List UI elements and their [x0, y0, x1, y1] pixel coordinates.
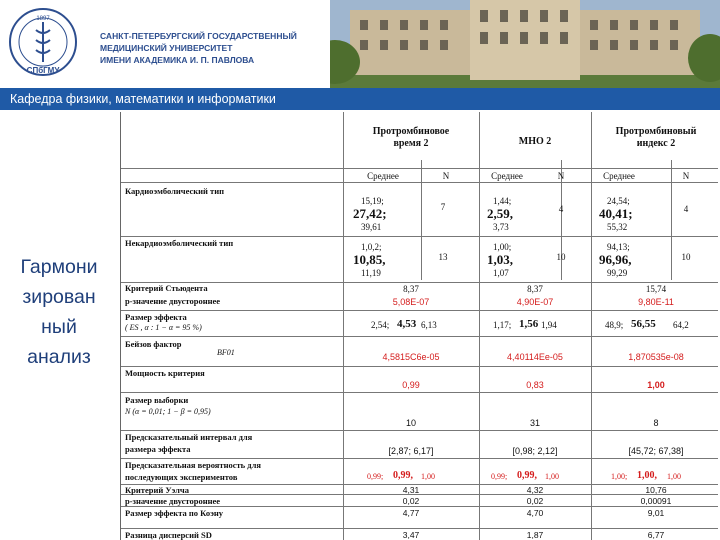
cohen-g1: 4,77 [402, 508, 420, 518]
row-label-predint: Предсказательный интервал для [125, 432, 253, 442]
power-g1: 0,99 [402, 380, 420, 390]
predprob-g3-mean: 1,00, [637, 470, 657, 481]
student-g3: 15,74 [645, 284, 667, 294]
sd-g1: 3,47 [402, 530, 420, 540]
row-label-cohen: Размер эффекта по Коэну [125, 508, 224, 518]
welchp-g1: 0,02 [402, 496, 420, 506]
header-mean: Среднее [491, 171, 523, 181]
university-line-2: МЕДИЦИНСКИЙ УНИВЕРСИТЕТ [100, 43, 233, 53]
header-banner [0, 0, 720, 88]
welch-g2: 4,32 [526, 485, 544, 495]
predint-g3: [45,72; 67,38] [628, 446, 684, 456]
header-mean: Среднее [367, 171, 399, 181]
row-label-cardio: Кардиоэмболический тип [125, 186, 225, 196]
bayes-formula: BF01 [217, 348, 235, 357]
cardio-g2-n: 4 [558, 204, 564, 214]
bayes-g1: 4,5815C6e-05 [382, 352, 440, 362]
cardio-g1-hi: 39,61 [361, 222, 382, 232]
predprob-g3-hi: 1,00 [667, 472, 681, 481]
university-line-3: ИМЕНИ АКАДЕМИКА И. П. ПАВЛОВА [100, 55, 255, 65]
cardio-g3-n: 4 [683, 204, 689, 214]
bayes-g3: 1,870535e-08 [628, 352, 684, 362]
side-title-line: ный [41, 316, 77, 338]
noncardio-g2-mean: 1,03, [487, 252, 513, 267]
predprob-g2-hi: 1,00 [545, 472, 559, 481]
cardio-g2-mean: 2,59, [487, 206, 513, 221]
student-g1: 8,37 [403, 284, 419, 294]
cardio-g1-n: 7 [440, 202, 446, 212]
student-p-g3: 9,80E-11 [638, 297, 674, 307]
noncardio-g2-hi: 1,07 [493, 268, 509, 278]
row-label-sample: Размер выборки [125, 395, 189, 405]
predprob-g3-lo: 1,00; [611, 472, 628, 481]
building-photo [330, 0, 720, 88]
cohen-g3: 9,01 [647, 508, 665, 518]
side-title-line: Гармони [20, 256, 98, 278]
effect-g2-lo: 1,17; [493, 320, 512, 330]
effect-g1-mean: 4,53 [397, 318, 417, 330]
sample-g3: 8 [653, 418, 659, 428]
university-line-1: САНКТ-ПЕТЕРБУРГСКИЙ ГОСУДАРСТВЕННЫЙ [100, 31, 297, 41]
noncardio-g3-n: 10 [681, 252, 691, 262]
row-label-welch: Критерий Уэлча [125, 485, 189, 495]
noncardio-g3-lo: 94,13; [607, 242, 630, 252]
row-label-sd: Разница дисперсий SD [125, 530, 212, 540]
cohen-g2: 4,70 [526, 508, 544, 518]
logo-year: 1897 [36, 16, 50, 22]
noncardio-g1-hi: 11,19 [361, 268, 381, 278]
row-label-power: Мощность критерия [125, 368, 205, 378]
sd-g2: 1,87 [526, 530, 544, 540]
header-inr: МНО 2 [518, 136, 552, 147]
effect-g3-mean: 56,55 [631, 318, 656, 330]
predprob-g2-mean: 0,99, [517, 470, 537, 481]
row-label-student: Критерий Стьюдента [125, 283, 208, 293]
effect-g1-hi: 6,13 [421, 320, 437, 330]
row-label-welch-p: p-значение двустороннее [125, 496, 221, 506]
university-name [100, 30, 330, 66]
header-n: N [442, 171, 450, 181]
welchp-g2: 0,02 [526, 496, 544, 506]
power-g2: 0,83 [526, 380, 544, 390]
effect-g2-mean: 1,56 [519, 318, 539, 330]
row-label-effect: Размер эффекта [125, 312, 187, 322]
side-title-line: анализ [27, 346, 91, 368]
university-logo [8, 4, 78, 82]
noncardio-g3-mean: 96,96, [599, 252, 632, 267]
sample-formula: N (α = 0,01; 1 − β = 0,95) [125, 407, 211, 416]
row-label-pvalue: p-значение двустороннее [125, 296, 221, 306]
cardio-g3-mean: 40,41; [599, 206, 633, 221]
cardio-g2-hi: 3,73 [493, 222, 509, 232]
sample-g1: 10 [405, 418, 417, 428]
header-prothrombin-time: Протромбиновое [372, 126, 450, 137]
sample-g2: 31 [529, 418, 541, 428]
bayes-g2: 4,40114Ee-05 [507, 352, 563, 362]
cardio-g2-lo: 1,44; [493, 196, 512, 206]
col-divider [479, 112, 480, 540]
noncardio-g1-mean: 10,85, [353, 252, 386, 267]
effect-g3-lo: 48,9; [605, 320, 624, 330]
predint-g1: [2,87; 6,17] [388, 446, 434, 456]
col-divider [591, 112, 592, 540]
effect-g1-lo: 2,54; [371, 320, 390, 330]
noncardio-g1-n: 13 [438, 252, 448, 262]
student-p-g1: 5,08E-07 [392, 297, 430, 307]
noncardio-g2-n: 10 [556, 252, 566, 262]
side-title [0, 252, 118, 372]
header-mean: Среднее [603, 171, 635, 181]
col-divider [671, 160, 672, 280]
power-g3: 1,00 [647, 380, 665, 390]
header-prothrombin-index-2: индекс 2 [636, 138, 676, 149]
logo-abbr: СПбГМУ [26, 66, 60, 75]
header-prothrombin-index: Протромбиновый [615, 126, 697, 137]
header-n: N [682, 171, 690, 181]
effect-formula: ( ES , α : 1 − α = 95 %) [125, 323, 202, 332]
predprob-g1-mean: 0,99, [393, 470, 413, 481]
cardio-g3-lo: 24,54; [607, 196, 630, 206]
header-prothrombin-time-2: время 2 [393, 138, 429, 149]
col-divider [343, 112, 344, 540]
predprob-g1-hi: 1,00 [421, 472, 435, 481]
student-p-g2: 4,90E-07 [516, 297, 554, 307]
noncardio-g3-hi: 99,29 [607, 268, 628, 278]
welch-g3: 10,76 [645, 485, 667, 495]
row-label-bayes: Бейзов фактор [125, 339, 182, 349]
effect-g2-hi: 1,94 [541, 320, 557, 330]
cardio-g1-mean: 27,42; [353, 206, 387, 221]
row-label-predprob: Предсказательная вероятность для [125, 460, 261, 470]
predprob-g2-lo: 0,99; [491, 472, 508, 481]
header-n: N [557, 171, 565, 181]
student-g2: 8,37 [527, 284, 543, 294]
department-bar: Кафедра физики, математики и информатики [0, 88, 720, 110]
predprob-g1-lo: 0,99; [367, 472, 384, 481]
noncardio-g2-lo: 1,00; [493, 242, 512, 252]
row-label-predprob-2: последующих экспериментов [125, 472, 238, 482]
cardio-g3-hi: 55,32 [607, 222, 628, 232]
row-label-noncardio: Некардиоэмболический тип [125, 238, 234, 248]
effect-g3-hi: 64,2 [673, 320, 689, 330]
row-label-predint-2: размера эффекта [125, 444, 191, 454]
welch-g1: 4,31 [402, 485, 420, 495]
cardio-g1-lo: 15,19; [361, 196, 384, 206]
predint-g2: [0,98; 2,12] [512, 446, 558, 456]
noncardio-g1-lo: 1,0,2; [361, 242, 382, 252]
side-title-line: зирован [22, 286, 96, 308]
welchp-g3: 0,00091 [640, 496, 672, 506]
col-divider [421, 160, 422, 280]
sd-g3: 6,77 [647, 530, 665, 540]
statistics-table [120, 112, 718, 540]
